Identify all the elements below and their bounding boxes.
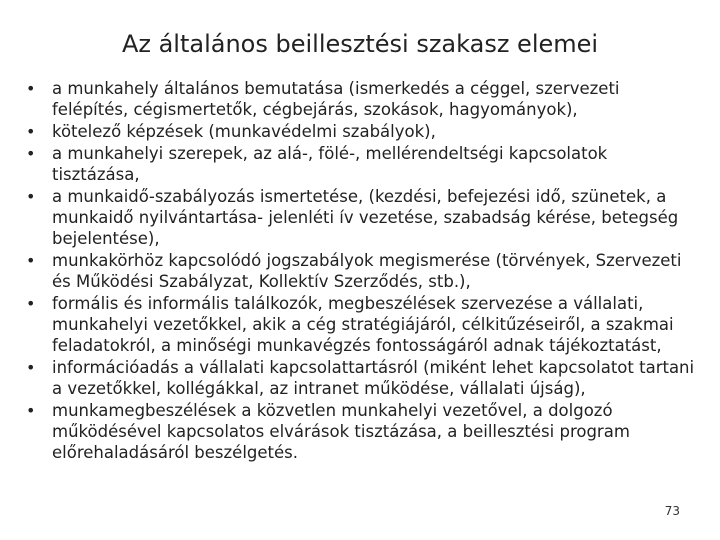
- bullet-item: [26, 78, 696, 120]
- bullet-item: [26, 400, 696, 463]
- bullet-icon: •: [26, 294, 36, 313]
- bullet-text: munkamegbeszélések a közvetlen munkahelyi vezetővel, a dolgozó működésével kapcsolatos elvárások tisztázása, a beillesztési program előrehaladásáról beszélgetés.: [52, 401, 630, 462]
- bullet-item: [26, 143, 696, 185]
- bullet-text: kötelező képzések (munkavédelmi szabályok),: [52, 122, 436, 141]
- bullet-icon: •: [26, 187, 36, 206]
- bullet-item: [26, 357, 696, 399]
- bullet-text: információadás a vállalati kapcsolattartásról (miként lehet kapcsolatot tartani a vezetőkkel, kollégákkal, az intranet működése, vállalati újság),: [52, 358, 695, 398]
- bullet-text: formális és informális találkozók, megbeszélések szervezése a vállalati, munkahelyi vezetőkkel, akik a cég stratégiájáról, célkitűzéseiről, a szakmai feladatokról, a minőségi munkavégzés fontosságáról adnak tájékoztatást,: [52, 294, 674, 355]
- page-number: 73: [664, 504, 680, 518]
- bullet-text: munkakörhöz kapcsolódó jogszabályok megismerése (törvények, Szervezeti és Működési Szabályzat, Kollektív Szerződés, stb.),: [52, 251, 682, 291]
- bullet-text: a munkaidő-szabályozás ismertetése, (kezdési, befejezési idő, szünetek, a munkaidő nyilvántartása- jelenléti ív vezetése, szabadság kérése, betegség bejelentése),: [52, 187, 679, 248]
- bullet-item: [26, 186, 696, 249]
- bullet-icon: •: [26, 251, 36, 270]
- bullet-icon: •: [26, 401, 36, 420]
- bullet-icon: •: [26, 122, 36, 141]
- bullet-item: [26, 121, 696, 142]
- bullet-icon: •: [26, 358, 36, 377]
- bullet-icon: •: [26, 79, 36, 98]
- bullet-icon: •: [26, 144, 36, 163]
- bullet-list: [26, 78, 696, 464]
- bullet-text: a munkahely általános bemutatása (ismerkedés a céggel, szervezeti felépítés, cégismertetők, cégbejárás, szokások, hagyományok),: [52, 79, 620, 119]
- bullet-item: [26, 250, 696, 292]
- bullet-text: a munkahelyi szerepek, az alá-, fölé-, mellérendeltségi kapcsolatok tisztázása,: [52, 144, 608, 184]
- slide-title: Az általános beillesztési szakasz elemei: [121, 30, 599, 58]
- bullet-item: [26, 293, 696, 356]
